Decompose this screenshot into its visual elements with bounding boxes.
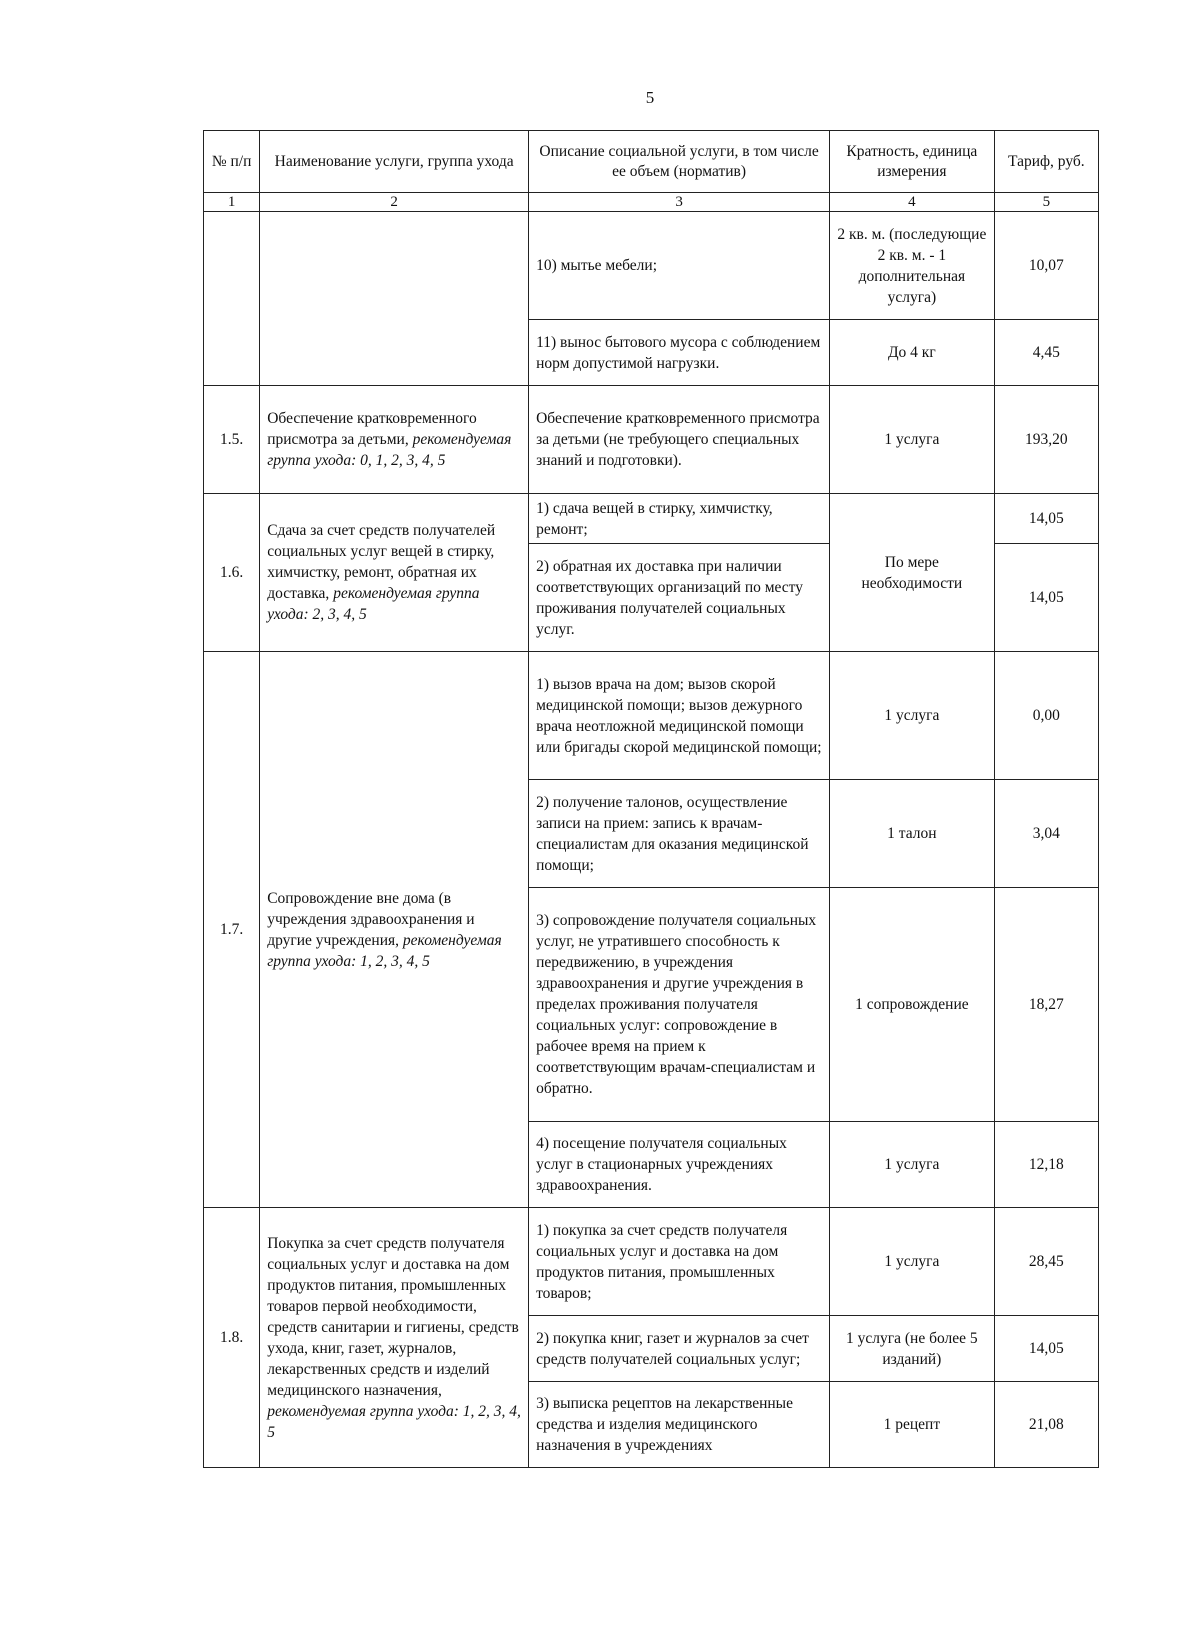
service-description: 1) сдача вещей в стирку, химчистку, ремонт; — [529, 494, 830, 544]
service-tariff: 14,05 — [994, 544, 1098, 652]
care-group: рекомендуемая группа ухода: 0, 1, 2, 3, 4, 5 — [267, 431, 512, 469]
service-tariff: 3,04 — [994, 780, 1098, 888]
service-name: Сдача за счет средств получателей социальных услуг вещей в стирку, химчистку, ремонт, обратная их доставка, — [267, 522, 496, 602]
header-no: № п/п — [204, 131, 260, 193]
service-frequency: До 4 кг — [830, 320, 995, 386]
service-frequency: 2 кв. м. (последующие 2 кв. м. - 1 дополнительная услуга) — [830, 212, 995, 320]
section-number: 1.6. — [204, 494, 260, 652]
service-frequency: 1 услуга — [830, 652, 995, 780]
service-tariff: 28,45 — [994, 1208, 1098, 1316]
service-description: 3) выписка рецептов на лекарственные средства и изделия медицинского назначения в учреждениях — [529, 1382, 830, 1468]
table-row — [204, 1208, 1099, 1316]
table-row — [204, 212, 1099, 320]
column-index: 3 — [529, 193, 830, 212]
service-name-cell — [260, 386, 529, 494]
service-description: 2) обратная их доставка при наличии соответствующих организаций по месту проживания получателей социальных услуг. — [529, 544, 830, 652]
service-description: 3) сопровождение получателя социальных услуг, не утратившего способность к передвижению, в учреждения здравоохранения и другие учреждения в пределах проживания получателя социальных услуг: сопровождение в рабочее время на прием к соответствующим врачам-специалистам и обратно. — [529, 888, 830, 1122]
service-frequency: 1 сопровождение — [830, 888, 995, 1122]
header-description: Описание социальной услуги, в том числе ее объем (норматив) — [529, 131, 830, 193]
service-name: Обеспечение кратковременного присмотра за детьми, — [267, 410, 477, 448]
service-description: Обеспечение кратковременного присмотра за детьми (не требующего специальных знаний и подготовки). — [529, 386, 830, 494]
column-index: 4 — [830, 193, 995, 212]
section-number: 1.8. — [204, 1208, 260, 1468]
service-frequency: 1 талон — [830, 780, 995, 888]
service-tariff: 14,05 — [994, 494, 1098, 544]
service-tariff: 12,18 — [994, 1122, 1098, 1208]
service-frequency: 1 услуга — [830, 1122, 995, 1208]
service-name: Сопровождение вне дома (в учреждения здравоохранения и другие учреждения, — [267, 889, 475, 949]
table-row — [204, 652, 1099, 780]
service-tariff: 14,05 — [994, 1316, 1098, 1382]
service-description: 10) мытье мебели; — [529, 212, 830, 320]
column-index: 5 — [994, 193, 1098, 212]
section-number: 1.7. — [204, 652, 260, 1208]
service-tariff: 193,20 — [994, 386, 1098, 494]
column-index: 1 — [204, 193, 260, 212]
service-description: 11) вынос бытового мусора с соблюдением норм допустимой нагрузки. — [529, 320, 830, 386]
service-frequency: 1 услуга (не более 5 изданий) — [830, 1316, 995, 1382]
service-frequency: 1 рецепт — [830, 1382, 995, 1468]
service-frequency: По мере необходимости — [830, 494, 995, 652]
service-name-cell — [260, 652, 529, 1208]
service-tariff: 18,27 — [994, 888, 1098, 1122]
column-index-row — [204, 193, 1099, 212]
page-number: 5 — [645, 88, 655, 107]
care-group: рекомендуемая группа ухода: 1, 2, 3, 4, 5 — [267, 931, 502, 970]
header-row — [204, 131, 1099, 193]
service-description: 4) посещение получателя социальных услуг в стационарных учреждениях здравоохранения. — [529, 1122, 830, 1208]
service-tariff: 21,08 — [994, 1382, 1098, 1468]
empty-cell — [204, 212, 260, 386]
service-tariff: 0,00 — [994, 652, 1098, 780]
service-description: 1) покупка за счет средств получателя социальных услуг и доставка на дом продуктов питания, промышленных товаров; — [529, 1208, 830, 1316]
service-frequency: 1 услуга — [830, 1208, 995, 1316]
header-frequency: Кратность, единица измерения — [830, 131, 995, 193]
service-frequency: 1 услуга — [830, 386, 995, 494]
table-row — [204, 494, 1099, 544]
service-description: 1) вызов врача на дом; вызов скорой медицинской помощи; вызов дежурного врача неотложной медицинской помощи или бригады скорой медицинской помощи; — [529, 652, 830, 780]
service-name-cell — [260, 1208, 529, 1468]
service-tariff: 4,45 — [994, 320, 1098, 386]
column-index: 2 — [260, 193, 529, 212]
service-name: Покупка за счет средств получателя социальных услуг и доставка на дом продуктов питания, промышленных товаров первой необходимости, средств санитарии и гигиены, средств ухода, книг, газет, журналов, лекарственных средств и изделий медицинского назначения, — [267, 1234, 519, 1399]
header-tariff: Тариф, руб. — [994, 131, 1098, 193]
service-description: 2) покупка книг, газет и журналов за счет средств получателей социальных услуг; — [529, 1316, 830, 1382]
table-row — [204, 386, 1099, 494]
section-number: 1.5. — [204, 386, 260, 494]
header-name: Наименование услуги, группа ухода — [260, 131, 529, 193]
service-name-cell — [260, 494, 529, 652]
service-tariff: 10,07 — [994, 212, 1098, 320]
care-group: рекомендуемая группа ухода: 1, 2, 3, 4, 5 — [267, 1402, 521, 1441]
care-group: рекомендуемая группа ухода: 2, 3, 4, 5 — [267, 585, 480, 623]
service-description: 2) получение талонов, осуществление записи на прием: запись к врачам-специалистам для оказания медицинской помощи; — [529, 780, 830, 888]
services-tariff-table — [203, 130, 1099, 1468]
empty-cell — [260, 212, 529, 386]
